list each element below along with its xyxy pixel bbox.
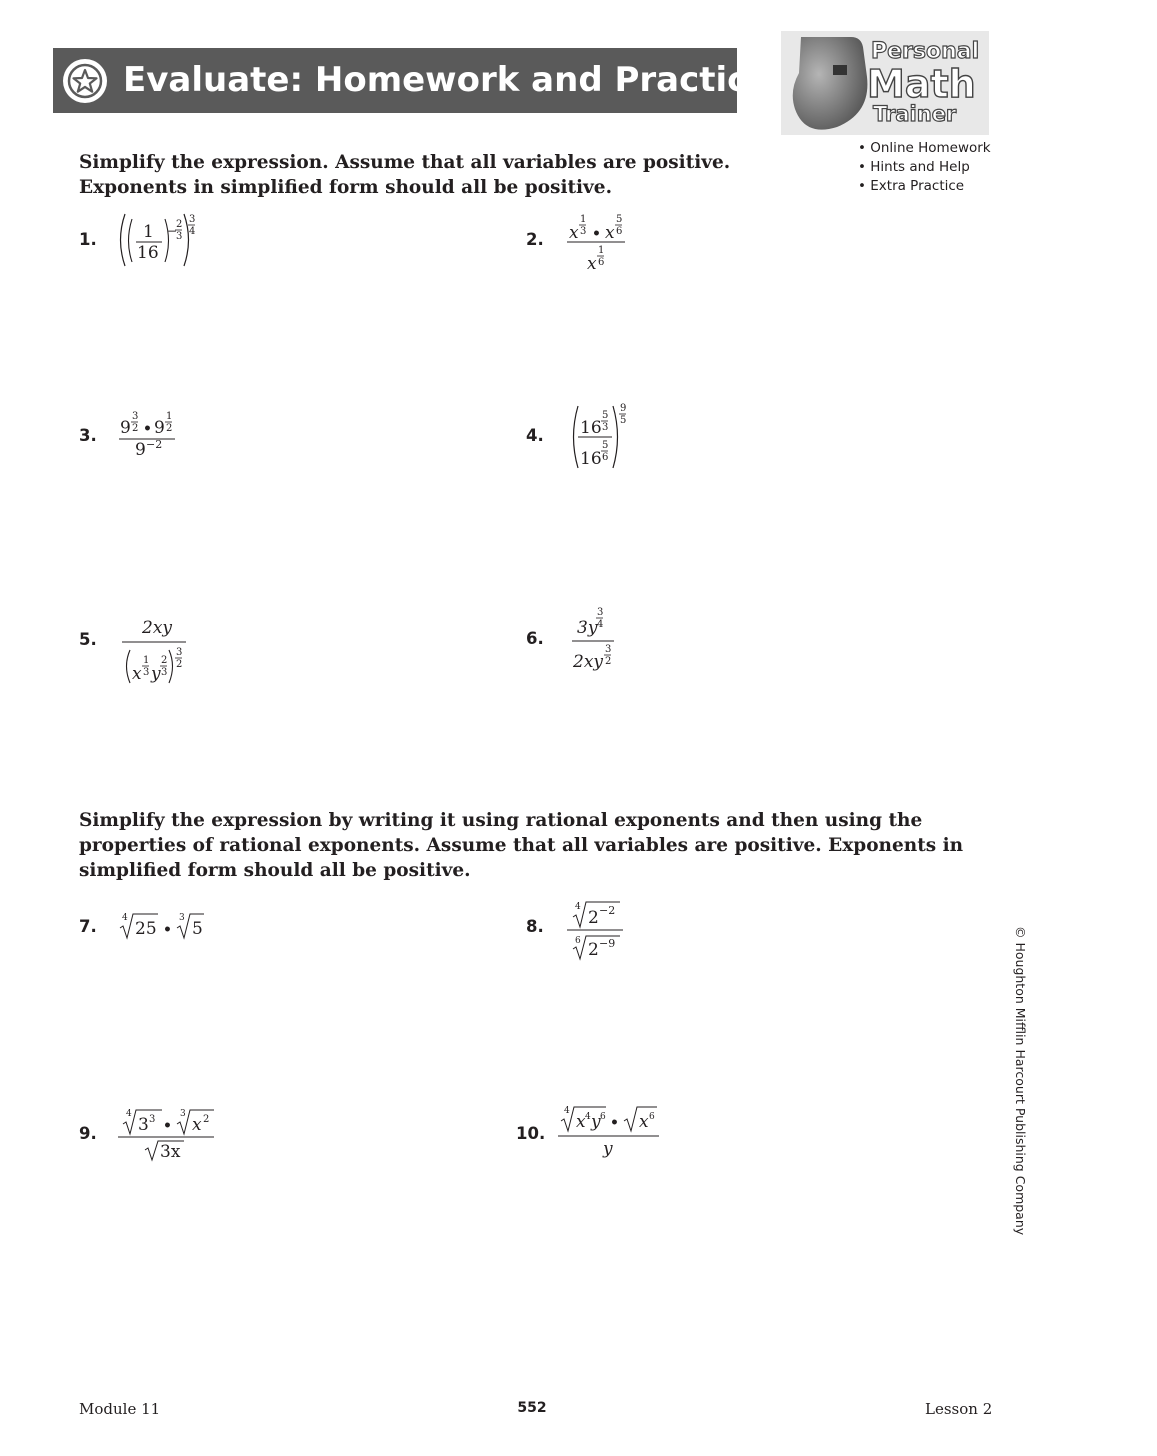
svg-text:9: 9: [120, 418, 131, 438]
svg-text:−2: −2: [146, 438, 163, 451]
svg-text:9: 9: [154, 418, 165, 438]
svg-text:6: 6: [575, 936, 581, 946]
svg-text:3: 3: [180, 1109, 186, 1119]
instruction-line: simplified form should all be positive.: [79, 860, 471, 881]
svg-text:•: •: [163, 922, 172, 938]
svg-text:4: 4: [564, 1106, 570, 1116]
svg-text:5: 5: [616, 214, 623, 225]
svg-text:3: 3: [580, 226, 587, 237]
footer-lesson: Lesson 2: [925, 1400, 993, 1418]
svg-text:9: 9: [135, 440, 146, 460]
svg-text:2: 2: [588, 940, 599, 960]
svg-text:16: 16: [580, 449, 602, 469]
svg-text:6: 6: [616, 226, 623, 237]
svg-text:2: 2: [605, 656, 612, 667]
svg-text:4: 4: [122, 913, 128, 923]
problem-number-3: 3.: [79, 426, 97, 445]
svg-text:2: 2: [588, 908, 599, 928]
pmt-item-extra-practice[interactable]: • Extra Practice: [858, 178, 965, 194]
personal-math-trainer-logo[interactable]: [781, 31, 989, 135]
svg-text:1: 1: [143, 655, 150, 666]
svg-text:2: 2: [203, 1114, 210, 1125]
svg-text:3y: 3y: [577, 618, 598, 638]
svg-text:6: 6: [602, 452, 609, 463]
svg-text:6: 6: [600, 1112, 606, 1122]
svg-text:−: −: [167, 224, 178, 238]
instruction-line: Simplify the expression. Assume that all variables are positive.: [79, 152, 731, 173]
svg-text:x: x: [576, 1112, 586, 1132]
svg-text:5: 5: [620, 415, 627, 426]
pmt-item-online-homework[interactable]: • Online Homework: [858, 140, 991, 156]
svg-text:2xy: 2xy: [142, 618, 173, 638]
problem-7-expression: [118, 910, 218, 944]
problem-number-10: 10.: [516, 1124, 546, 1143]
svg-text:x: x: [587, 254, 597, 274]
problem-9-expression: [116, 1104, 226, 1164]
svg-text:•: •: [610, 1115, 619, 1131]
svg-text:3: 3: [179, 913, 185, 923]
logo-personal-text: Personal: [871, 39, 980, 64]
footer-page-number: 552: [517, 1400, 547, 1416]
star-icon: [63, 59, 107, 103]
svg-text:4: 4: [597, 619, 604, 630]
instructions-section-1: [79, 150, 730, 200]
svg-text:•: •: [143, 421, 152, 437]
problem-number-4: 4.: [526, 426, 544, 445]
problem-5-expression: [120, 612, 210, 692]
svg-text:3: 3: [132, 411, 139, 422]
problem-number-1: 1.: [79, 230, 97, 249]
svg-text:3: 3: [149, 1114, 156, 1125]
svg-text:x: x: [569, 223, 579, 243]
svg-text:9: 9: [620, 403, 627, 414]
pmt-feature-list: [858, 139, 991, 196]
svg-text:3: 3: [143, 667, 150, 678]
instruction-line: Exponents in simplified form should all be positive.: [79, 177, 613, 198]
svg-text:1: 1: [166, 411, 173, 422]
problem-number-9: 9.: [79, 1124, 97, 1143]
problem-number-2: 2.: [526, 230, 544, 249]
instructions-section-2: [79, 808, 963, 883]
instruction-line: properties of rational exponents. Assume that all variables are positive. Exponents in: [79, 835, 964, 856]
logo-math-text: Math: [867, 62, 976, 106]
svg-text:3: 3: [161, 667, 168, 678]
problem-3-expression: [117, 406, 197, 462]
problem-number-6: 6.: [526, 629, 544, 648]
copyright-notice: © Houghton Mifflin Harcourt Publishing Company: [1013, 926, 1028, 1236]
svg-text:1: 1: [580, 214, 587, 225]
svg-text:25: 25: [135, 919, 157, 939]
svg-text:6: 6: [598, 257, 605, 268]
instruction-line: Simplify the expression by writing it using rational exponents and then using the: [79, 810, 923, 831]
svg-text:3: 3: [138, 1115, 149, 1135]
svg-text:4: 4: [189, 226, 196, 237]
svg-text:−2: −2: [599, 904, 616, 917]
svg-text:16: 16: [137, 243, 159, 263]
svg-text:y: y: [151, 664, 161, 684]
svg-text:16: 16: [580, 418, 602, 438]
svg-text:3: 3: [602, 422, 609, 433]
svg-text:4: 4: [126, 1109, 132, 1119]
pmt-item-hints-and-help[interactable]: • Hints and Help: [858, 159, 970, 175]
svg-text:y: y: [591, 1112, 601, 1132]
svg-text:1: 1: [598, 245, 605, 256]
svg-text:•: •: [163, 1118, 172, 1134]
problem-2-expression: [565, 209, 645, 275]
section-header: [53, 48, 771, 113]
problem-10-expression: [556, 1101, 666, 1161]
svg-text:3: 3: [176, 647, 183, 658]
svg-text:5: 5: [602, 410, 609, 421]
svg-text:1: 1: [143, 222, 154, 242]
svg-text:x: x: [132, 664, 142, 684]
svg-text:5: 5: [192, 919, 203, 939]
svg-text:2: 2: [161, 655, 168, 666]
svg-text:5: 5: [602, 440, 609, 451]
svg-text:4: 4: [585, 1112, 591, 1122]
svg-text:2: 2: [176, 219, 183, 230]
svg-text:•: •: [592, 226, 601, 242]
problem-number-7: 7.: [79, 917, 97, 936]
svg-text:x: x: [639, 1112, 649, 1132]
problem-4-expression: [570, 402, 650, 472]
svg-text:3: 3: [189, 214, 196, 225]
svg-text:−9: −9: [599, 937, 616, 950]
problem-number-5: 5.: [79, 630, 97, 649]
svg-text:3: 3: [597, 607, 604, 618]
problem-6-expression: [570, 603, 640, 675]
svg-text:3: 3: [176, 231, 183, 242]
svg-text:2xy: 2xy: [573, 652, 604, 672]
svg-text:y: y: [603, 1139, 613, 1159]
svg-text:x: x: [605, 223, 615, 243]
svg-text:4: 4: [575, 902, 581, 912]
problem-1-expression: [116, 210, 216, 270]
problem-number-8: 8.: [526, 917, 544, 936]
page-title: Evaluate: Homework and Practice: [123, 60, 771, 100]
svg-text:2: 2: [166, 423, 173, 434]
problem-8-expression: [565, 898, 635, 962]
svg-text:6: 6: [649, 1112, 655, 1122]
svg-text:2: 2: [176, 659, 183, 670]
logo-trainer-text: Trainer: [873, 102, 957, 126]
svg-text:3x: 3x: [160, 1142, 181, 1162]
svg-text:x: x: [192, 1115, 202, 1135]
svg-text:3: 3: [605, 644, 612, 655]
svg-text:2: 2: [132, 423, 139, 434]
footer-module: Module 11: [79, 1400, 161, 1418]
